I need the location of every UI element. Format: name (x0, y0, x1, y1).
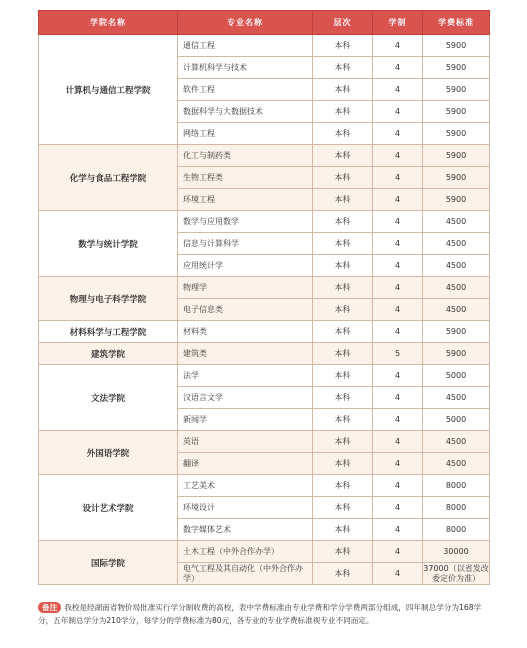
level-cell: 本科 (313, 321, 373, 343)
major-name-cell: 环境工程 (178, 189, 313, 211)
fee-cell: 4500 (423, 453, 490, 475)
table-row (39, 35, 490, 57)
header-years: 学制 (373, 11, 423, 35)
major-name-cell: 生物工程类 (178, 167, 313, 189)
college-name-cell: 数学与统计学院 (39, 211, 178, 277)
major-name-cell: 汉语言文学 (178, 387, 313, 409)
level-cell: 本科 (313, 365, 373, 387)
college-name-cell: 外国语学院 (39, 431, 178, 475)
header-major: 专业名称 (178, 11, 313, 35)
major-name-cell: 英语 (178, 431, 313, 453)
level-cell: 本科 (313, 233, 373, 255)
fee-cell: 8000 (423, 475, 490, 497)
major-name-cell: 数据科学与大数据技术 (178, 101, 313, 123)
years-cell: 4 (373, 365, 423, 387)
years-cell: 4 (373, 453, 423, 475)
years-cell: 4 (373, 409, 423, 431)
table-row (39, 431, 490, 453)
major-name-cell: 环境设计 (178, 497, 313, 519)
years-cell: 4 (373, 277, 423, 299)
fee-cell: 4500 (423, 277, 490, 299)
fee-cell: 5900 (423, 321, 490, 343)
table-row (39, 365, 490, 387)
note-text: 我校是经湖南省物价局批准实行学分制收费的高校，表中学费标准由专业学费和学分学费两部分组成，四年制总学分为168学分，五年制总学分为210学分，每学分的学费标准为80元，各专业的专业学费标准视专业不同而定。 (38, 603, 482, 625)
fee-cell: 5900 (423, 343, 490, 365)
fee-cell: 4500 (423, 387, 490, 409)
years-cell: 4 (373, 431, 423, 453)
major-name-cell: 数学与应用数学 (178, 211, 313, 233)
major-name-cell: 计算机科学与技术 (178, 57, 313, 79)
major-name-cell: 网络工程 (178, 123, 313, 145)
level-cell: 本科 (313, 541, 373, 563)
years-cell: 4 (373, 299, 423, 321)
major-name-cell: 软件工程 (178, 79, 313, 101)
major-name-cell: 工艺美术 (178, 475, 313, 497)
college-name-cell: 材料科学与工程学院 (39, 321, 178, 343)
years-cell: 4 (373, 541, 423, 563)
years-cell: 4 (373, 233, 423, 255)
fee-cell: 5900 (423, 35, 490, 57)
level-cell: 本科 (313, 343, 373, 365)
college-name-cell: 国际学院 (39, 541, 178, 585)
fee-cell: 8000 (423, 519, 490, 541)
major-name-cell: 建筑类 (178, 343, 313, 365)
fee-cell: 4500 (423, 431, 490, 453)
major-name-cell: 信息与计算科学 (178, 233, 313, 255)
years-cell: 4 (373, 35, 423, 57)
fee-cell: 5000 (423, 409, 490, 431)
level-cell: 本科 (313, 189, 373, 211)
table-row (39, 145, 490, 167)
years-cell: 4 (373, 101, 423, 123)
level-cell: 本科 (313, 431, 373, 453)
major-name-cell: 新闻学 (178, 409, 313, 431)
major-name-cell: 物理学 (178, 277, 313, 299)
table-row (39, 321, 490, 343)
major-name-cell: 应用统计学 (178, 255, 313, 277)
level-cell: 本科 (313, 79, 373, 101)
level-cell: 本科 (313, 475, 373, 497)
fee-cell: 4500 (423, 233, 490, 255)
header-fee: 学费标准 (423, 11, 490, 35)
table-row (39, 277, 490, 299)
major-name-cell: 法学 (178, 365, 313, 387)
level-cell: 本科 (313, 497, 373, 519)
college-name-cell: 设计艺术学院 (39, 475, 178, 541)
level-cell: 本科 (313, 167, 373, 189)
major-name-cell: 通信工程 (178, 35, 313, 57)
fee-cell: 5900 (423, 57, 490, 79)
years-cell: 4 (373, 145, 423, 167)
years-cell: 4 (373, 211, 423, 233)
level-cell: 本科 (313, 299, 373, 321)
table-row (39, 343, 490, 365)
fee-cell: 5900 (423, 101, 490, 123)
years-cell: 4 (373, 475, 423, 497)
years-cell: 4 (373, 563, 423, 585)
fee-cell: 4500 (423, 299, 490, 321)
years-cell: 4 (373, 387, 423, 409)
fee-cell: 37000（以省发改委定价为准） (423, 563, 489, 583)
level-cell: 本科 (313, 277, 373, 299)
major-name-cell: 土木工程（中外合作办学） (178, 541, 313, 563)
fee-cell: 5900 (423, 167, 490, 189)
level-cell: 本科 (313, 211, 373, 233)
years-cell: 4 (373, 497, 423, 519)
fee-cell: 5900 (423, 145, 490, 167)
years-cell: 4 (373, 255, 423, 277)
years-cell: 4 (373, 167, 423, 189)
years-cell: 4 (373, 123, 423, 145)
table-row (39, 541, 490, 563)
major-name-cell: 翻译 (178, 453, 313, 475)
college-name-cell: 文法学院 (39, 365, 178, 431)
header-college: 学院名称 (39, 11, 178, 35)
level-cell: 本科 (313, 519, 373, 541)
fee-cell: 8000 (423, 497, 490, 519)
years-cell: 4 (373, 57, 423, 79)
level-cell: 本科 (313, 101, 373, 123)
years-cell: 4 (373, 79, 423, 101)
level-cell: 本科 (313, 57, 373, 79)
level-cell: 本科 (313, 387, 373, 409)
years-cell: 4 (373, 189, 423, 211)
level-cell: 本科 (313, 453, 373, 475)
fee-cell: 5900 (423, 79, 490, 101)
years-cell: 4 (373, 321, 423, 343)
fee-cell: 5000 (423, 365, 490, 387)
level-cell: 本科 (313, 409, 373, 431)
level-cell: 本科 (313, 35, 373, 57)
college-name-cell: 物理与电子科学学院 (39, 277, 178, 321)
major-name-cell: 化工与制药类 (178, 145, 313, 167)
college-name-cell: 计算机与通信工程学院 (39, 35, 178, 145)
fee-cell: 30000 (423, 541, 490, 563)
table-row (39, 475, 490, 497)
college-name-cell: 化学与食品工程学院 (39, 145, 178, 211)
fee-cell: 4500 (423, 255, 490, 277)
footnote (38, 601, 489, 627)
table-row (39, 211, 490, 233)
table-header-row (39, 11, 490, 35)
level-cell: 本科 (313, 145, 373, 167)
tuition-fee-table (38, 10, 490, 585)
header-level: 层次 (313, 11, 373, 35)
fee-cell: 4500 (423, 211, 490, 233)
major-name-cell: 数字媒体艺术 (178, 519, 313, 541)
table-body (39, 35, 490, 585)
level-cell: 本科 (313, 255, 373, 277)
major-name-cell: 材料类 (178, 321, 313, 343)
years-cell: 4 (373, 519, 423, 541)
level-cell: 本科 (313, 123, 373, 145)
fee-cell: 5900 (423, 123, 490, 145)
major-name-cell: 电子信息类 (178, 299, 313, 321)
fee-table-container (38, 10, 489, 585)
level-cell: 本科 (313, 563, 373, 585)
major-name-cell: 电气工程及其自动化（中外合作办学） (178, 563, 313, 585)
years-cell: 5 (373, 343, 423, 365)
note-badge: 备注 (38, 602, 61, 613)
college-name-cell: 建筑学院 (39, 343, 178, 365)
fee-cell: 5900 (423, 189, 490, 211)
